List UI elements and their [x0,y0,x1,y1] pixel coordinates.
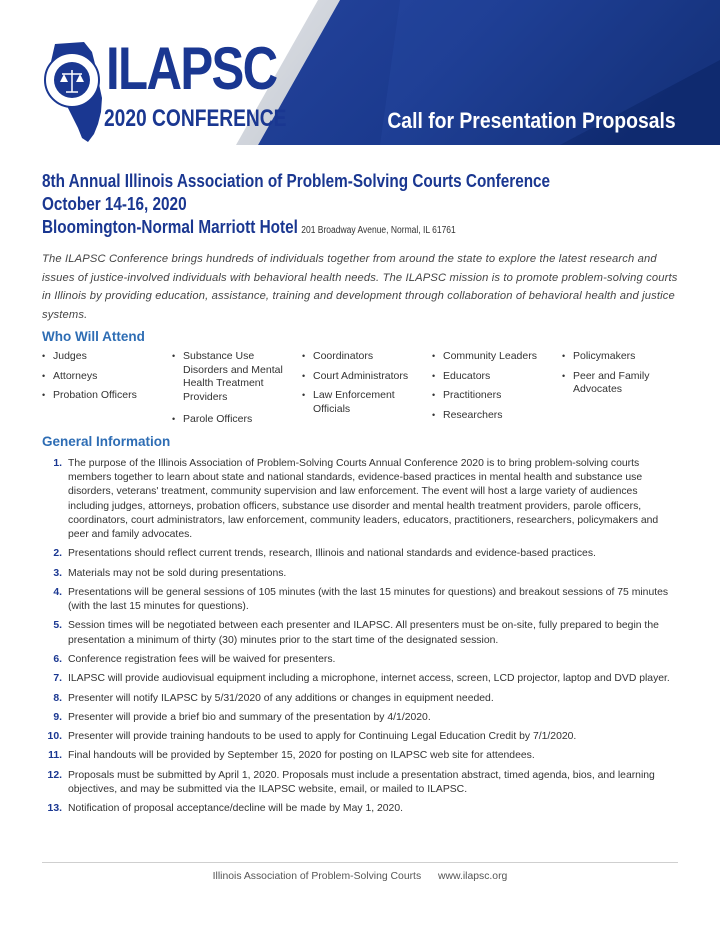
item-text: ILAPSC will provide audiovisual equipment including a microphone, internet access, screen, LCD projector, laptop and DVD player. [68,673,670,685]
event-name: 8th Annual Illinois Association of Problem-Solving Courts Conference [42,171,551,191]
item-text: Notification of proposal acceptance/decline will be made by May 1, 2020. [68,803,404,815]
attend-column-2 [172,350,294,433]
intro-paragraph: The ILAPSC Conference brings hundreds of individuals together from around the state to explore the latest research and issues of justice-involved individuals with behavioral health needs. The ILAPSC mission is to promote problem-solving courts in Illinois by providing education, assistance, training and development through collaboration of behavioral health and justice systems. [42,253,678,321]
item-text: The purpose of the Illinois Association of Problem-Solving Courts Annual Conference 2020 is to bring problem-solving courts members together to learn about state and national standards, evidence-based practices in mental health and substance use disorders, veterans' treatment, community supervision and law enforcement. The event will host a large variety of audiences including judges, attorneys, probation officers, substance use disorder and mental health treatment providers, parole officers, coordinators, court administrators, law enforcement, community leaders, educators, practitioners, researchers, policymakers and peer and family advocates. [68,458,659,541]
event-titles [42,170,682,242]
item-number: 6. [53,653,62,665]
item-number: 4. [53,586,62,598]
item-text: Presentations will be general sessions of 105 minutes (with the last 15 minutes for questions) and breakout sessions of 75 minutes (with the last 15 minutes for questions). [68,586,669,613]
banner-title: Call for Presentation Proposals [387,108,676,133]
item-text: Presentations should reflect current trends, research, Illinois and national standards and evidence-based practices. [68,548,596,560]
attend-column-4 [432,350,557,428]
footer-org: Illinois Association of Problem-Solving Courts [212,871,422,882]
item-number: 2. [53,548,62,560]
info-item [42,749,672,763]
footer [0,871,720,882]
item-number: 5. [53,620,62,632]
item-text: Materials may not be sold during presentations. [68,567,287,579]
footer-url[interactable]: www.ilapsc.org [438,871,508,882]
list-item: • Practitioners [432,389,557,403]
attend-column-3 [302,350,424,422]
item-number: 8. [53,692,62,704]
item-text: Presenter will notify ILAPSC by 5/31/2020 of any additions or changes in equipment needed. [68,692,494,704]
list-item: • Educators [432,370,557,384]
list-item: • Attorneys [42,370,162,384]
info-item [42,711,672,725]
list-item: • Judges [42,350,162,364]
attend-heading: Who Will Attend [42,329,145,344]
list-item: • Policymakers [562,350,672,364]
list-item: • Coordinators [302,350,424,364]
item-number: 13. [47,803,62,815]
item-text: Final handouts will be provided by September 15, 2020 for posting on ILAPSC web site for attendees. [68,750,535,762]
list-item: • Community Leaders [432,350,557,364]
info-item [42,692,672,706]
item-number: 10. [47,731,62,743]
event-address: 201 Broadway Avenue, Normal, IL 61761 [301,225,456,236]
event-venue-line [42,216,586,242]
logo-text: ILAPSC [106,35,277,102]
info-item [42,769,672,797]
list-item: • Law Enforcement Officials [302,389,408,416]
item-number: 12. [47,769,62,781]
info-item [42,567,672,581]
info-item [42,547,672,561]
info-item [42,586,672,614]
info-item [42,672,672,686]
info-item [42,653,672,667]
item-text: Conference registration fees will be waived for presenters. [68,653,336,665]
logo-subtitle: 2020 CONFERENCE [104,105,287,132]
event-venue: Bloomington-Normal Marriott Hotel [42,217,298,237]
info-item [42,802,672,816]
attend-column-1 [42,350,162,409]
footer-divider [42,862,678,863]
info-item [42,619,672,647]
item-number: 7. [53,673,62,685]
item-text: Proposals must be submitted by April 1, 2020. Proposals must include a presentation abstract, timed agenda, bios, and learning objectives, and may be submitted via the ILAPSC website, email, or mailed to ILAPSC. [68,769,655,795]
attend-column-5 [562,350,672,403]
info-item [42,730,672,744]
info-heading: General Information [42,434,171,449]
list-item: • Probation Officers [42,389,162,403]
list-item: • Parole Officers [172,413,294,427]
list-item: • Researchers [432,409,557,423]
event-dates: October 14-16, 2020 [42,194,187,214]
item-text: Presenter will provide training handouts to be used to apply for Continuing Legal Education Credit by 7/1/2020. [68,731,577,743]
list-item: • Substance Use Disorders and Mental Health Treatment Providers [172,350,294,404]
item-number: 9. [53,711,62,723]
item-number: 11. [48,750,62,762]
item-number: 1. [53,458,62,469]
list-item: • Court Administrators [302,370,424,384]
info-item [42,457,672,542]
list-item: • Peer and Family Advocates [562,370,663,397]
item-text: Session times will be negotiated between each presenter and ILAPSC. All presenters must be on-site, fully prepared to begin the presentation a minimum of thirty (30) minutes prior to the start time of the designated session. [68,620,659,646]
header-banner [0,0,720,145]
item-number: 3. [53,567,62,579]
item-text: Presenter will provide a brief bio and summary of the presentation by 4/1/2020. [68,711,431,723]
info-list [42,457,672,821]
